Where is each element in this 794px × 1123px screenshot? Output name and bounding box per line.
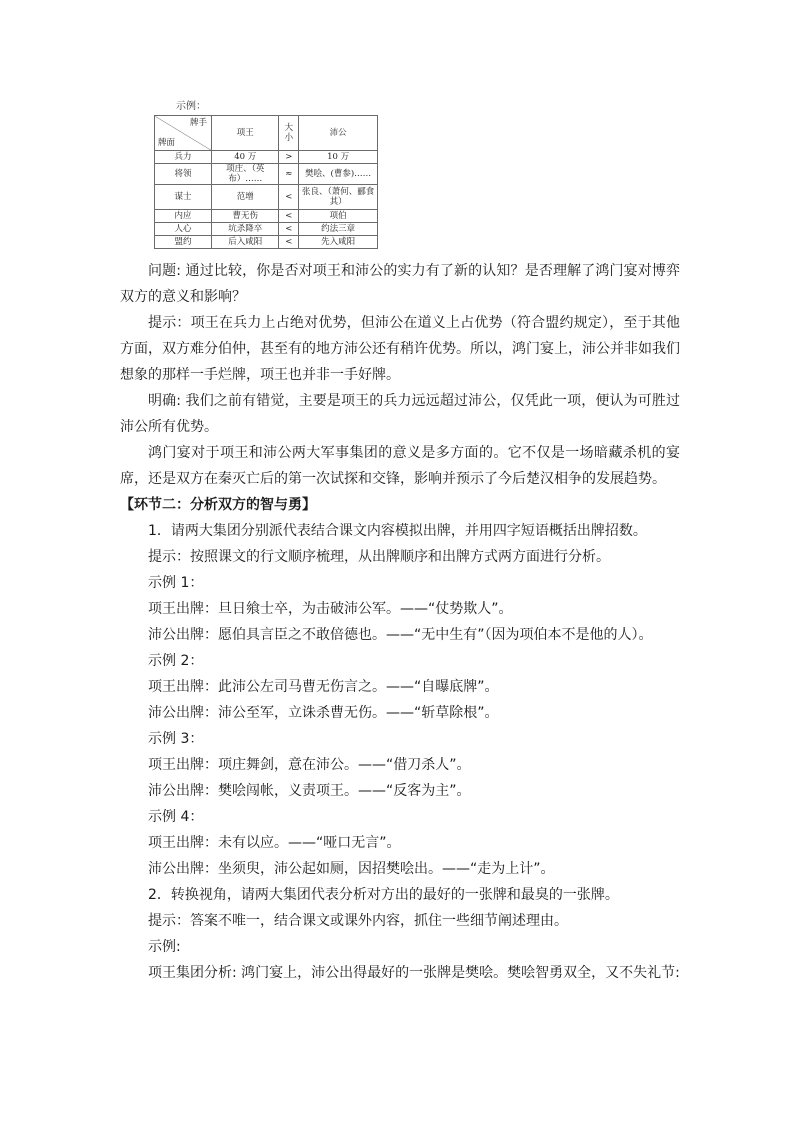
cell-peigong: 约法三章 — [299, 223, 378, 236]
example-line: 项王出牌：此沛公左司马曹无伤言之。——“自曝底牌”。 — [148, 679, 499, 695]
example-line: 沛公出牌：愿伯具言臣之不敢倍德也。——“无中生有”（因为项伯本不是他的人）。 — [148, 627, 653, 643]
cell-peigong: 项伯 — [299, 210, 378, 223]
task-2-hint-line: 提示：答案不唯一，结合课文或课外内容，抓住一些细节阐述理由。 — [148, 913, 568, 929]
example-line: 沛公出牌：樊哙闯帐，义责项王。——“反客为主”。 — [148, 783, 471, 799]
cell-compare: < — [279, 236, 299, 249]
table-row — [155, 210, 378, 223]
body-text — [120, 258, 680, 986]
row-label: 兵力 — [155, 151, 212, 164]
example-label: 示例 2： — [148, 653, 204, 669]
row-label: 人心 — [155, 223, 212, 236]
diag-bottom-label: 牌面 — [158, 138, 176, 148]
example-line: 沛公出牌：坐须臾，沛公起如厕，因招樊哙出。——“走为上计”。 — [148, 861, 555, 877]
header-size: 大小 — [279, 116, 299, 151]
comparison-table-figure — [154, 98, 378, 249]
example-label: 示例 3： — [148, 731, 204, 747]
cell-peigong: 樊哙、(曹参)…… — [299, 164, 378, 185]
example-line: 沛公出牌：沛公至军，立诛杀曹无伤。——“斩草除根”。 — [148, 705, 499, 721]
section-heading: 【环节二：分析双方的智与勇】 — [120, 497, 316, 513]
cell-compare: ≈ — [279, 164, 299, 185]
table-header-row — [155, 116, 378, 151]
cell-xiangwang: 范增 — [212, 185, 279, 210]
cell-xiangwang: 坑杀降卒 — [212, 223, 279, 236]
row-label: 盟约 — [155, 236, 212, 249]
cell-xiangwang: 40 万 — [212, 151, 279, 164]
comparison-table — [154, 115, 378, 249]
row-label: 将领 — [155, 164, 212, 185]
header-xiangwang: 项王 — [212, 116, 279, 151]
table-row — [155, 185, 378, 210]
cell-peigong: 先入咸阳 — [299, 236, 378, 249]
cell-compare: < — [279, 210, 299, 223]
task-2-line: 2．转换视角，请两大集团代表分析对方出的最好的一张牌和最臭的一张牌。 — [148, 887, 619, 903]
example-line: 项王出牌：项庄舞剑，意在沛公。——“借刀杀人”。 — [148, 757, 471, 773]
diagonal-header-cell — [155, 116, 212, 151]
table-row — [155, 236, 378, 249]
header-peigong: 沛公 — [299, 116, 378, 151]
task-1-hint-line: 提示：按照课文的行文顺序梳理，从出牌顺序和出牌方式两方面进行分析。 — [148, 549, 610, 565]
cell-compare: > — [279, 151, 299, 164]
cell-peigong: 张良、（萧何、郦食其） — [299, 185, 378, 210]
row-label: 谋士 — [155, 185, 212, 210]
hint-paragraph: 提示：项王在兵力上占绝对优势，但沛公在道义上占优势（符合盟约规定），至于其他方面，双方难分伯仲，甚至有的地方沛公还有稍许优势。所以，鸿门宴上，沛公并非如我们想象的那样一手烂牌，项王也并非一手好牌。 — [120, 315, 680, 383]
significance-paragraph: 鸿门宴对于项王和沛公两大军事集团的意义是多方面的。它不仅是一场暗藏杀机的宴席，还是双方在秦灭亡后的第一次试探和交锋，影响并预示了今后楚汉相争的发展趋势。 — [120, 445, 680, 487]
cell-compare: < — [279, 185, 299, 210]
cell-xiangwang: 曹无伤 — [212, 210, 279, 223]
row-label: 内应 — [155, 210, 212, 223]
example-label: 示例 1： — [148, 575, 204, 591]
example-label: 示例 4： — [148, 809, 204, 825]
example-line: 项王出牌：旦日飨士卒，为击破沛公军。——“仗势欺人”。 — [148, 601, 513, 617]
cell-peigong: 10 万 — [299, 151, 378, 164]
table-row — [155, 223, 378, 236]
cell-xiangwang: 后入咸阳 — [212, 236, 279, 249]
diag-top-label: 牌手 — [189, 118, 207, 128]
cell-compare: < — [279, 223, 299, 236]
cell-xiangwang: 项庄、（英布）…… — [212, 164, 279, 185]
example-label: 示例: — [148, 939, 181, 955]
table-row — [155, 164, 378, 185]
analysis-line: 项王集团分析: 鸿门宴上，沛公出得最好的一张牌是樊哙。樊哙智勇双全，又不失礼节: — [148, 965, 680, 981]
clarification-paragraph: 明确: 我们之前有错觉，主要是项王的兵力远远超过沛公，仅凭此一项，便认为可胜过沛公所有优势。 — [120, 393, 680, 435]
task-1-line: 1．请两大集团分别派代表结合课文内容模拟出牌，并用四字短语概括出牌招数。 — [148, 523, 647, 539]
table-row — [155, 151, 378, 164]
example-line: 项王出牌：未有以应。——“哑口无言”。 — [148, 835, 401, 851]
question-paragraph: 问题: 通过比较，你是否对项王和沛公的实力有了新的认知？是否理解了鸿门宴对博弈双方的意义和影响？ — [120, 263, 680, 305]
table-caption: 示例： — [176, 101, 206, 112]
